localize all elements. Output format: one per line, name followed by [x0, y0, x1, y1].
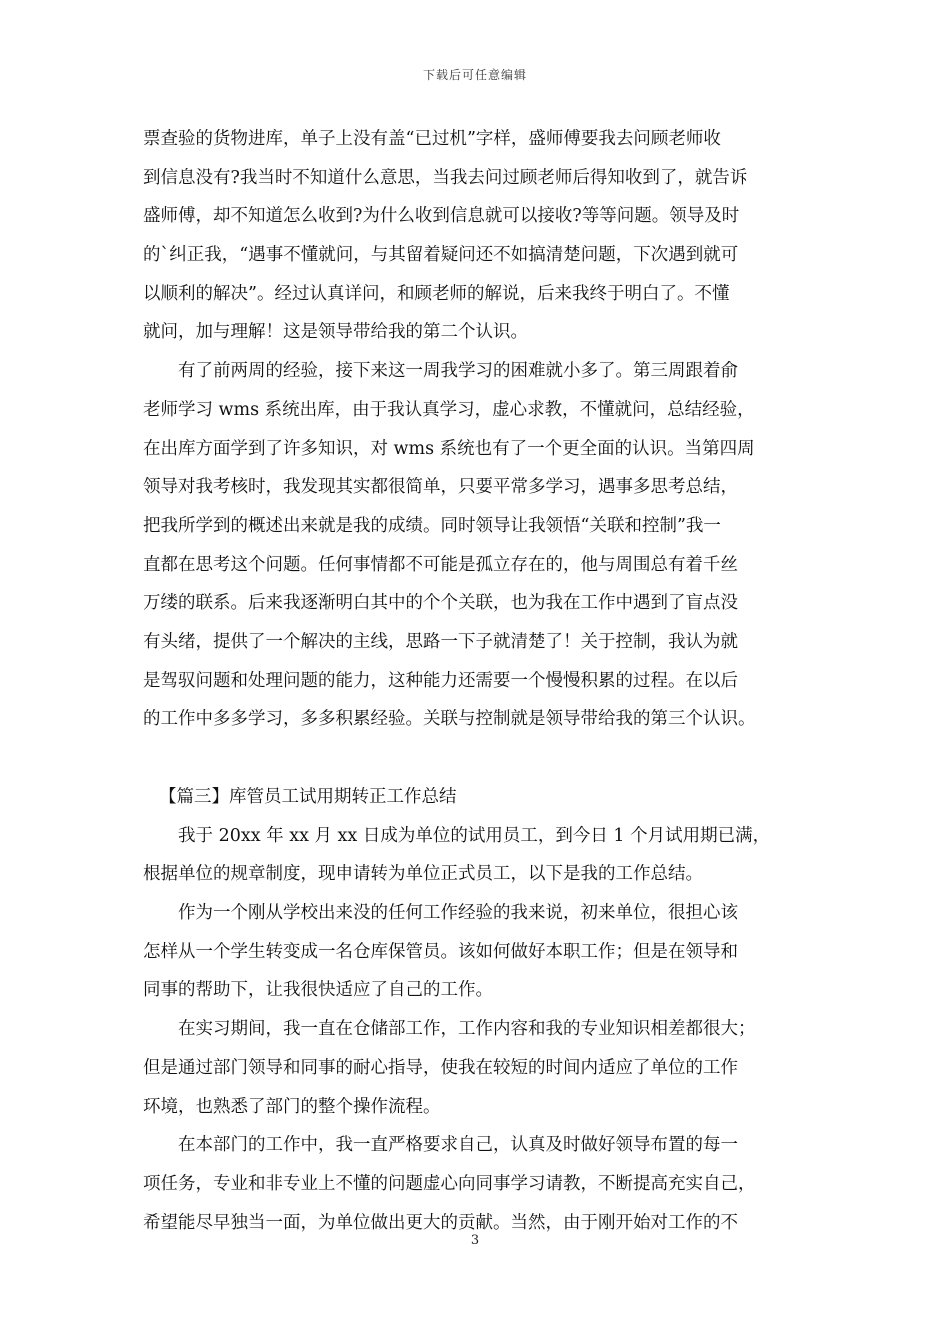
- paragraph-line: 的工作中多多学习，多多积累经验。关联与控制就是领导带给我的第三个认识。: [143, 709, 756, 730]
- paragraph-line: 根据单位的规章制度，现申请转为单位正式员工，以下是我的工作总结。: [143, 864, 703, 885]
- paragraph-line: 领导对我考核时，我发现其实都很简单，只要平常多学习，遇事多思考总结，: [143, 477, 738, 498]
- paragraph-line: 怎样从一个学生转变成一名仓库保管员。该如何做好本职工作；但是在领导和: [143, 941, 738, 962]
- paragraph-line: 到信息没有?我当时不知道什么意思，当我去问过顾老师后得知收到了，就告诉: [143, 167, 748, 188]
- paragraph-line: 是驾驭问题和处理问题的能力，这种能力还需要一个慢慢积累的过程。在以后: [143, 670, 738, 691]
- paragraph-line: 以顺利的解决”。经过认真详问，和顾老师的解说，后来我终于明白了。不懂: [143, 283, 730, 304]
- paragraph-line: 直都在思考这个问题。任何事情都不可能是孤立存在的，他与周围总有着千丝: [143, 554, 738, 575]
- paragraph-line: 万缕的联系。后来我逐渐明白其中的个个关联，也为我在工作中遇到了盲点没: [143, 593, 738, 614]
- paragraph-line: 在本部门的工作中，我一直严格要求自己，认真及时做好领导布置的每一: [178, 1135, 738, 1156]
- page-header: 下载后可任意编辑: [422, 68, 527, 82]
- paragraph-line: 项任务，专业和非专业上不懂的问题虚心向同事学习请教，不断提高充实自己，: [143, 1173, 756, 1194]
- paragraph-line: 就问，加与理解！这是领导带给我的第二个认识。: [143, 322, 528, 343]
- paragraph: [143, 352, 823, 739]
- paragraph-line: 环境，也熟悉了部门的整个操作流程。: [143, 1096, 441, 1117]
- paragraph-line: 我于 20xx 年 xx 月 xx 日成为单位的试用员工，到今日 1 个月试用期已满，: [178, 825, 771, 846]
- paragraph-line: 的`纠正我，“遇事不懂就问，与其留着疑问还不如搞清楚问题，下次遇到就可: [143, 245, 739, 266]
- page-number: 3: [470, 1233, 480, 1248]
- section-spacer: [143, 739, 823, 778]
- paragraph: [143, 894, 823, 1010]
- paragraph-line: 在实习期间，我一直在仓储部工作，工作内容和我的专业知识相差都很大；: [178, 1019, 756, 1040]
- paragraph-line: 希望能尽早独当一面，为单位做出更大的贡献。当然，由于刚开始对工作的不: [143, 1212, 738, 1233]
- paragraph-line: 同事的帮助下，让我很快适应了自己的工作。: [143, 980, 493, 1001]
- paragraph-line: 盛师傅，却不知道怎么收到?为什么收到信息就可以接收?等等问题。领导及时: [143, 206, 740, 227]
- paragraph-line: 老师学习 wms 系统出库，由于我认真学习，虚心求教，不懂就问，总结经验，: [143, 399, 755, 420]
- paragraph: [143, 120, 823, 352]
- paragraph: [143, 817, 823, 894]
- paragraph-line: 把我所学到的概述出来就是我的成绩。同时领导让我领悟“关联和控制”我一: [143, 515, 721, 536]
- paragraph-line: 作为一个刚从学校出来没的任何工作经验的我来说，初来单位，很担心该: [178, 903, 738, 924]
- paragraph: [143, 1126, 823, 1242]
- paragraph-line: 有头绪，提供了一个解决的主线，思路一下子就清楚了！关于控制，我认为就: [143, 631, 738, 652]
- paragraph-line: 票查验的货物进库，单子上没有盖“已过机”字样，盛师傅要我去问顾老师收: [143, 129, 721, 149]
- paragraph: [143, 1010, 823, 1126]
- document-body: [143, 120, 823, 1242]
- paragraph-line: 有了前两周的经验，接下来这一周我学习的困难就小多了。第三周跟着俞: [178, 361, 738, 382]
- paragraph-line: 在出库方面学到了许多知识，对 wms 系统也有了一个更全面的认识。当第四周: [143, 438, 755, 459]
- paragraph-line: 但是通过部门领导和同事的耐心指导，使我在较短的时间内适应了单位的工作: [143, 1057, 738, 1078]
- section-title: 【篇三】库管员工试用期转正工作总结: [159, 787, 457, 807]
